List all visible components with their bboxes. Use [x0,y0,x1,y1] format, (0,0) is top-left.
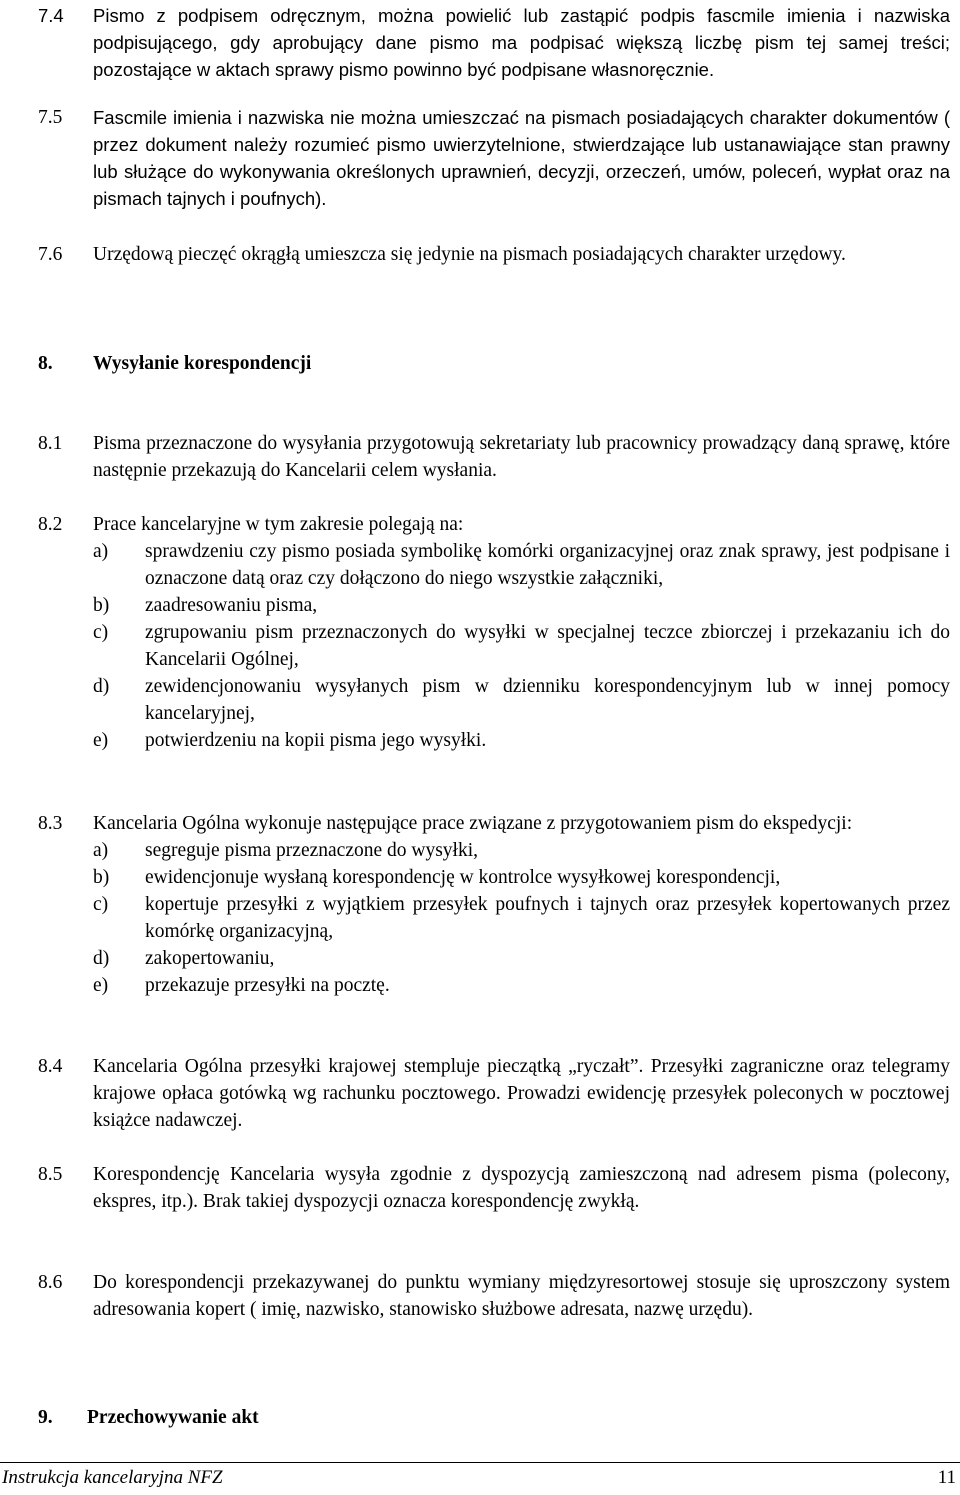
list-item-text: zewidencjonowaniu wysyłanych pism w dzienniku korespondencyjnym lub w innej pomocy kancelaryjnej, [145,676,950,724]
list-item-text: ewidencjonuje wysłaną korespondencję w kontrolce wysyłkowej korespondencji, [145,867,781,888]
paragraph-8-4 [38,1053,950,1134]
list-item [93,864,950,891]
paragraph-8-5 [38,1161,950,1215]
paragraph-text: Urzędową pieczęć okrągłą umieszcza się jedynie na pismach posiadających charakter urzędowy. [93,244,846,265]
list-item [93,538,950,592]
paragraph-number: 7.4 [38,5,64,26]
list-item-text: zgrupowaniu pism przeznaczonych do wysyłki w specjalnej teczce zbiorczej i przekazaniu ich do Kancelarii Ogólnej, [145,622,950,670]
list-item-label: e) [93,730,109,751]
paragraph-number: 8.4 [38,1056,63,1077]
list-item-label: c) [93,622,109,643]
heading-number: 8. [38,353,53,374]
list-item-label: b) [93,867,110,888]
enumerated-list [93,837,950,999]
list-item-label: e) [93,975,109,996]
list-item [93,891,950,945]
list-item [93,727,950,754]
paragraph-7-4 [38,2,950,83]
list-item [93,619,950,673]
heading-title: Przechowywanie akt [87,1407,259,1428]
list-item-label: d) [93,948,110,969]
list-item-text: zakopertowaniu, [145,948,275,969]
paragraph-text: Pismo z podpisem odręcznym, można powielić lub zastąpić podpis fascmile imienia i nazwiska podpisującego, gdy aprobujący dane pismo ma podpisać większą liczbę pism tej samej treści; pozostające w aktach sprawy pismo powinno być podpisane własnoręcznie. [93,5,950,80]
paragraph-7-5 [38,104,950,212]
paragraph-body [93,511,950,754]
paragraph-8-2 [38,511,950,754]
list-item-label: a) [93,840,109,861]
list-item [93,945,950,972]
heading-title: Wysyłanie korespondencji [93,353,312,374]
page-footer [0,1462,960,1492]
paragraph-text: Kancelaria Ogólna przesyłki krajowej stempluje pieczątką „ryczałt”. Przesyłki zagraniczne oraz telegramy krajowe opłaca gotówką wg rachunku pocztowego. Prowadzi ewidencję przesyłek poleconych w pocztowej książce nadawczej. [93,1056,950,1131]
paragraph-number: 7.5 [38,107,63,128]
list-item-text: sprawdzeniu czy pismo posiada symbolikę komórki organizacyjnej oraz znak sprawy, jest podpisane i oznaczone datą oraz czy dołączono do niego wszystkie załączniki, [145,541,950,589]
list-item-text: przekazuje przesyłki na pocztę. [145,975,390,996]
paragraph-number: 8.3 [38,813,63,834]
list-item [93,592,950,619]
paragraph-text: Do korespondencji przekazywanej do punktu wymiany międzyresortowej stosuje się uproszczony system adresowania kopert ( imię, nazwisko, stanowisko służbowe adresata, nazwę urzędu). [93,1272,950,1320]
list-item-text: potwierdzeniu na kopii pisma jego wysyłki. [145,730,487,751]
section-heading-8 [38,350,311,377]
paragraph-8-1 [38,430,950,484]
paragraph-8-3 [38,810,950,999]
list-item-label: d) [93,676,110,697]
list-item-text: zaadresowaniu pisma, [145,595,318,616]
list-item-label: b) [93,595,110,616]
footer-page-number: 11 [937,1467,956,1488]
paragraph-7-6 [38,241,950,268]
paragraph-body [93,810,950,999]
list-item-text: kopertuje przesyłki z wyjątkiem przesyłek poufnych i tajnych oraz przesyłek kopertowanych przez komórkę organizacyjną, [145,894,950,942]
footer-divider [0,1462,960,1463]
paragraph-text: Korespondencję Kancelaria wysyła zgodnie z dyspozycją zamieszczoną nad adresem pisma (polecony, ekspres, itp.). Brak takiej dyspozycji oznacza korespondencję zwykłą. [93,1164,950,1212]
paragraph-text: Pisma przeznaczone do wysyłania przygotowują sekretariaty lub pracownicy prowadzący daną sprawę, które następnie przekazują do Kancelarii celem wysłania. [93,433,950,481]
list-item-label: c) [93,894,109,915]
footer-document-title: Instrukcja kancelaryjna NFZ [2,1467,223,1488]
paragraph-number: 8.2 [38,514,63,535]
list-item-text: segreguje pisma przeznaczone do wysyłki, [145,840,479,861]
paragraph-intro: Kancelaria Ogólna wykonuje następujące prace związane z przygotowaniem pism do ekspedycji: [93,813,853,834]
list-item [93,972,950,999]
paragraph-number: 8.5 [38,1164,63,1185]
enumerated-list [93,538,950,754]
list-item [93,837,950,864]
list-item-label: a) [93,541,109,562]
section-heading-9 [38,1404,259,1431]
paragraph-text: Fascmile imienia i nazwiska nie można umieszczać na pismach posiadających charakter dokumentów ( przez dokument należy rozumieć pismo uwierzytelnione, stwierdzające lub ustanawiające stan prawny lub służące do wykonywania określonych uprawnień, decyzji, orzeczeń, umów, poleceń, wypłat oraz na pismach tajnych i poufnych). [93,107,950,209]
paragraph-number: 7.6 [38,244,63,265]
heading-number: 9. [38,1407,53,1428]
paragraph-number: 8.1 [38,433,63,454]
paragraph-number: 8.6 [38,1272,63,1293]
paragraph-intro: Prace kancelaryjne w tym zakresie polegają na: [93,514,464,535]
paragraph-8-6 [38,1269,950,1323]
list-item [93,673,950,727]
